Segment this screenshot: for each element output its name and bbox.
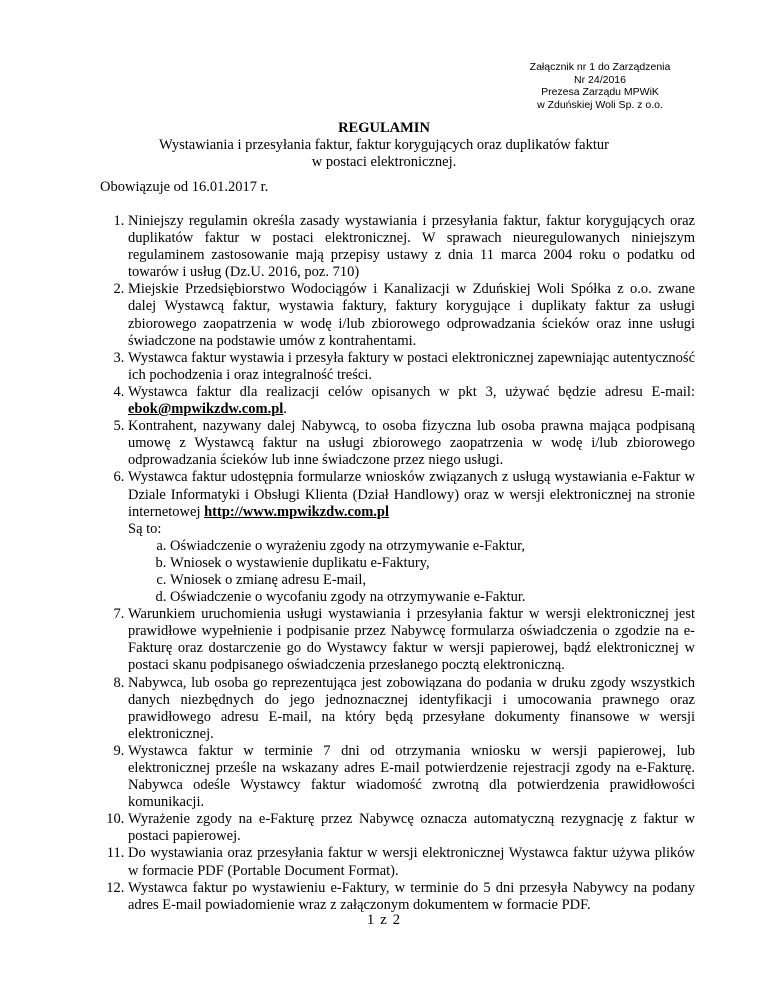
point-1	[128, 213, 695, 281]
point-8	[128, 675, 695, 743]
point-5-text: Kontrahent, nazywany dalej Nabywcą, to osoba fizyczna lub osoba prawna mająca podpisaną umowę z Wystawcą faktur na usługi zbiorowego zaopatrzenia w wodę i/lub zbiorowego odprowadzania ścieków lub inne świadczone przez niego usługi.	[128, 418, 695, 469]
annex-line-2: Nr 24/2016	[574, 73, 626, 86]
point-4	[128, 384, 695, 418]
contact-email-link[interactable]: ebok@mpwikzdw.com.pl	[128, 401, 284, 418]
point-7	[128, 606, 695, 674]
point-10	[128, 811, 695, 845]
point-12	[128, 880, 695, 914]
page-number: 1 z 2	[366, 912, 402, 928]
annex-line-3: Prezesa Zarządu MPWiK	[541, 86, 659, 98]
point-2-text: Miejskie Przedsiębiorstwo Wodociągów i Kanalizacji w Zduńskiej Woli Spółka z o.o. zwane dalej Wystawcą faktur, wystawia faktury, faktury korygujące i duplikaty faktur za usługi zbiorowego zaopatrzenia w wodę i/lub zbiorowego odprowadzania ścieków oraz inne usługi świadczone na podstawie umów z kontrahentami.	[128, 281, 695, 349]
document-subtitle-line-1: Wystawiania i przesyłania faktur, faktur korygujących oraz duplikatów faktur	[159, 137, 609, 153]
point-6	[128, 469, 695, 606]
point-2	[128, 281, 695, 349]
point-4-text: Wystawca faktur dla realizacji celów opisanych w pkt 3, używać będzie adresu E-mail:	[128, 383, 695, 400]
point-7-text: Warunkiem uruchomienia usługi wystawiania i przesyłania faktur w wersji elektronicznej jest prawidłowe wypełnienie i podpisanie przez Nabywcę formularza oświadczenia o zgodzie na e-Fakturę oraz dostarczenie go do Wystawcy faktur w wersji papierowej, bądź elektronicznej w postaci skanu podpisanego oświadczenia przesłanego pocztą elektroniczną.	[128, 606, 695, 674]
regulation-points-list	[104, 213, 695, 914]
point-11	[128, 845, 695, 879]
point-8-text: Nabywca, lub osoba go reprezentująca jest zobowiązana do podania w druku zgody wszystkich danych niezbędnych do jego jednoznacznej identyfikacji i umocowania prawnego oraz prawidłowego adresu E-mail, na który będą przesyłane dokumenty finansowe w wersji elektronicznej.	[128, 674, 695, 742]
forms-list-item: c. Wniosek o zmianę adresu E-mail,	[170, 572, 695, 589]
forms-list	[128, 538, 695, 606]
annex-line-1: Załącznik nr 1 do Zarządzenia	[529, 61, 671, 73]
annex-line-4: w Zduńskiej Woli Sp. z o.o.	[537, 98, 663, 111]
point-3	[128, 350, 695, 384]
point-9	[128, 743, 695, 811]
point-4-end: .	[283, 401, 287, 418]
point-5	[128, 418, 695, 469]
point-3-text: Wystawca faktur wystawia i przesyła faktury w postaci elektronicznej zapewniając autentyczność ich pochodzenia i oraz integralność treści.	[128, 349, 695, 383]
forms-list-item: a. Oświadczenie o wyrażeniu zgody na otrzymywanie e-Faktur,	[170, 538, 695, 555]
point-10-text: Wyrażenie zgody na e-Fakturę przez Nabywcę oznacza automatyczną rezygnację z faktur w postaci papierowej.	[128, 811, 695, 845]
point-6-text: Wystawca faktur udostępnia formularze wniosków związanych z usługą wystawiania e-Faktur w Dziale Informatyki i Obsługi Klienta (Dział Handlowy) oraz w wersji elektronicznej na stronie internetowej	[128, 469, 695, 520]
website-link[interactable]: http://www.mpwikzdw.com.pl	[204, 503, 390, 520]
annex-note	[470, 61, 730, 111]
document-subtitle-line-2: w postaci elektronicznej.	[311, 154, 457, 170]
point-6-sub-intro: Są to:	[128, 520, 162, 537]
effective-date: Obowiązuje od 16.01.2017 r.	[100, 179, 269, 195]
point-9-text: Wystawca faktur w terminie 7 dni od otrzymania wniosku w wersji papierowej, lub elektronicznej prześle na wskazany adres E-mail potwierdzenie rejestracji zgody na e-Fakturę. Nabywca odeśle Wystawcy faktur wiadomość zwrotną dla potwierdzenia prawidłowości komunikacji.	[128, 742, 695, 811]
point-12-text: Wystawca faktur po wystawieniu e-Faktury, w terminie do 5 dni przesyła Nabywcy na podany adres E-mail powiadomienie wraz z załączonym dokumentem w formacie PDF.	[128, 879, 695, 913]
document-title: REGULAMIN	[338, 120, 430, 136]
document-header	[60, 120, 708, 171]
point-1-text: Niniejszy regulamin określa zasady wystawiania i przesyłania faktur, faktur korygujących oraz duplikatów faktur w postaci elektronicznej. W sprawach nieuregulowanych niniejszym regulaminem zastosowanie mają przepisy ustawy z dnia 11 marca 2004 roku o podatku od towarów i usług (Dz.U. 2016, poz. 710)	[128, 213, 695, 281]
forms-list-item: d. Oświadczenie o wycofaniu zgody na otrzymywanie e-Faktur.	[170, 589, 695, 606]
point-11-text: Do wystawiania oraz przesyłania faktur w wersji elektronicznej Wystawca faktur używa plików w formacie PDF (Portable Document Format).	[128, 845, 695, 879]
forms-list-item: b. Wniosek o wystawienie duplikatu e-Faktury,	[170, 555, 695, 572]
